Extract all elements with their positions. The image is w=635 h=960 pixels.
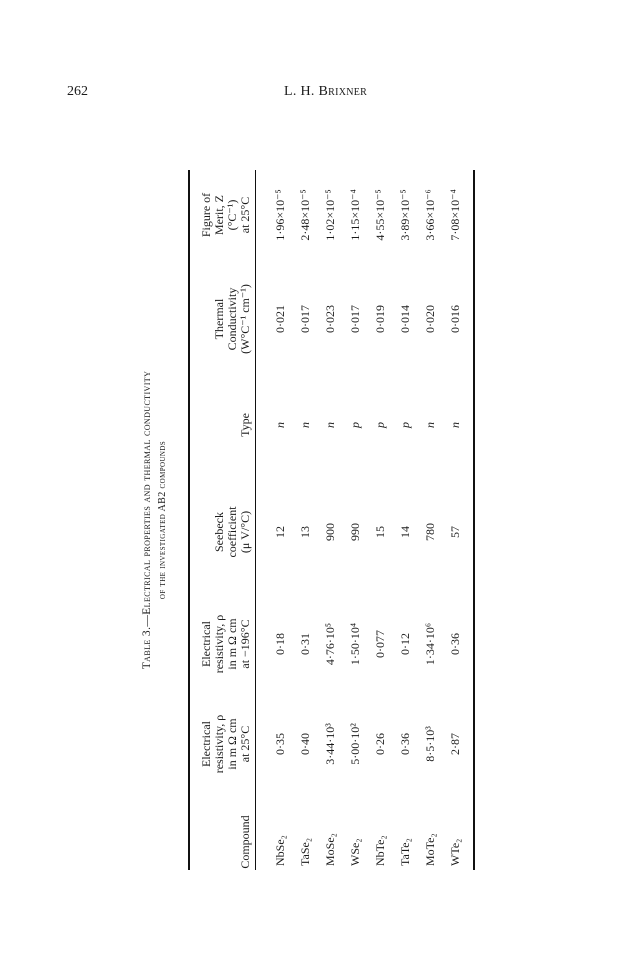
table-caption-line-1: Table 3.—Electrical properties and thermal conductivity xyxy=(141,370,153,670)
column-header-line: Electrical xyxy=(199,621,213,667)
cell-type: n xyxy=(423,422,437,428)
cell-rho196: 0·12 xyxy=(398,633,412,655)
cell-type: p xyxy=(373,422,387,428)
cell-rho196: 0·31 xyxy=(298,633,312,655)
table-bottom-rule xyxy=(473,170,475,870)
cell-merit: 7·08×10⁻⁴ xyxy=(448,189,462,241)
table-header-rule xyxy=(255,170,256,870)
column-header-line: Seebeck xyxy=(212,512,226,552)
table-row xyxy=(273,170,297,870)
column-header-merit xyxy=(192,160,252,270)
cell-compound: MoSe₂ xyxy=(323,833,337,866)
column-header-compound xyxy=(192,787,252,897)
cell-seebeck: 990 xyxy=(348,523,362,541)
table-caption-line-2: of the investigated AB2 compounds xyxy=(157,440,168,600)
cell-rho25: 0·36 xyxy=(398,733,412,755)
cell-compound: TaTe₂ xyxy=(398,838,412,866)
cell-merit: 4·55×10⁻⁵ xyxy=(373,189,387,241)
column-header-line: Thermal xyxy=(212,298,226,340)
cell-compound: TaSe₂ xyxy=(298,837,312,866)
cell-rho25: 0·40 xyxy=(298,733,312,755)
rotated-table-region xyxy=(140,170,476,870)
cell-thermal: 0·019 xyxy=(373,305,387,333)
table-top-rule xyxy=(188,170,190,870)
cell-thermal: 0·023 xyxy=(323,305,337,333)
column-header-line: at 25°C xyxy=(238,196,252,234)
column-header-line: at 25°C xyxy=(238,725,252,763)
column-header-type xyxy=(192,370,252,480)
cell-merit: 3·89×10⁻⁵ xyxy=(398,189,412,241)
cell-type: p xyxy=(348,422,362,428)
column-header-line: Conductivity xyxy=(225,287,239,351)
cell-compound: WTe₂ xyxy=(448,838,462,866)
cell-rho196: 0·077 xyxy=(373,630,387,658)
column-header-line: in m Ω cm xyxy=(225,718,239,770)
column-header-line: Type xyxy=(238,413,252,437)
column-header-line: Figure of xyxy=(199,192,213,238)
cell-compound: MoTe₂ xyxy=(423,833,437,866)
cell-rho25: 2·87 xyxy=(448,733,462,755)
table-row xyxy=(398,170,422,870)
column-header-line: at −196°C xyxy=(238,619,252,669)
cell-thermal: 0·017 xyxy=(298,305,312,333)
cell-compound: NbSe₂ xyxy=(273,835,287,866)
cell-rho25: 0·35 xyxy=(273,733,287,755)
cell-thermal: 0·016 xyxy=(448,305,462,333)
cell-thermal: 0·017 xyxy=(348,305,362,333)
cell-seebeck: 15 xyxy=(373,526,387,538)
cell-seebeck: 900 xyxy=(323,523,337,541)
cell-compound: WSe₂ xyxy=(348,838,362,866)
table-row xyxy=(423,170,447,870)
cell-rho196: 1·50·10⁴ xyxy=(348,622,362,666)
cell-rho25: 0·26 xyxy=(373,733,387,755)
table-row xyxy=(298,170,322,870)
cell-thermal: 0·014 xyxy=(398,305,412,333)
cell-rho196: 1·34·10⁶ xyxy=(423,622,437,666)
column-header-thermal xyxy=(192,264,252,374)
table-row xyxy=(323,170,347,870)
cell-rho196: 4·76·10⁵ xyxy=(323,622,337,666)
column-header-rho25 xyxy=(192,689,252,799)
cell-rho25: 5·00·10² xyxy=(348,723,362,765)
cell-seebeck: 14 xyxy=(398,526,412,538)
cell-rho196: 0·18 xyxy=(273,633,287,655)
cell-seebeck: 13 xyxy=(298,526,312,538)
cell-rho25: 3·44·10³ xyxy=(323,723,337,765)
column-header-line: resistivity, ρ xyxy=(212,714,226,774)
page-number: 262 xyxy=(67,84,88,99)
cell-merit: 2·48×10⁻⁵ xyxy=(298,189,312,241)
table-row xyxy=(448,170,472,870)
column-header-line: (W°C⁻¹ cm⁻¹) xyxy=(238,284,252,354)
cell-rho25: 8·5·10³ xyxy=(423,726,437,762)
column-header-seebeck xyxy=(192,477,252,587)
column-header-line: Electrical xyxy=(199,721,213,767)
cell-merit: 3·66×10⁻⁶ xyxy=(423,189,437,241)
cell-rho196: 0·36 xyxy=(448,633,462,655)
table-row xyxy=(373,170,397,870)
data-table xyxy=(140,170,476,870)
column-header-line: (μ V/°C) xyxy=(238,510,252,554)
table-caption xyxy=(140,170,182,870)
cell-type: p xyxy=(398,422,412,428)
cell-seebeck: 12 xyxy=(273,526,287,538)
cell-thermal: 0·021 xyxy=(273,305,287,333)
cell-seebeck: 57 xyxy=(448,526,462,538)
running-head: L. H. Brixner xyxy=(284,84,368,99)
cell-type: n xyxy=(273,422,287,428)
cell-type: n xyxy=(323,422,337,428)
cell-compound: NbTe₂ xyxy=(373,835,387,866)
cell-type: n xyxy=(298,422,312,428)
column-header-rho196 xyxy=(192,589,252,699)
cell-seebeck: 780 xyxy=(423,523,437,541)
table-row xyxy=(348,170,372,870)
column-header-line: in m Ω cm xyxy=(225,618,239,670)
column-header-line: coefficient xyxy=(225,506,239,558)
column-header-line: Merit, Z xyxy=(212,195,226,235)
cell-thermal: 0·020 xyxy=(423,305,437,333)
cell-merit: 1·15×10⁻⁴ xyxy=(348,189,362,241)
column-header-line: Compound xyxy=(238,815,252,869)
cell-type: n xyxy=(448,422,462,428)
column-header-line: (°C⁻¹) xyxy=(225,199,239,231)
column-header-line: resistivity, ρ xyxy=(212,614,226,674)
cell-merit: 1·96×10⁻⁵ xyxy=(273,189,287,241)
cell-merit: 1·02×10⁻⁵ xyxy=(323,189,337,241)
